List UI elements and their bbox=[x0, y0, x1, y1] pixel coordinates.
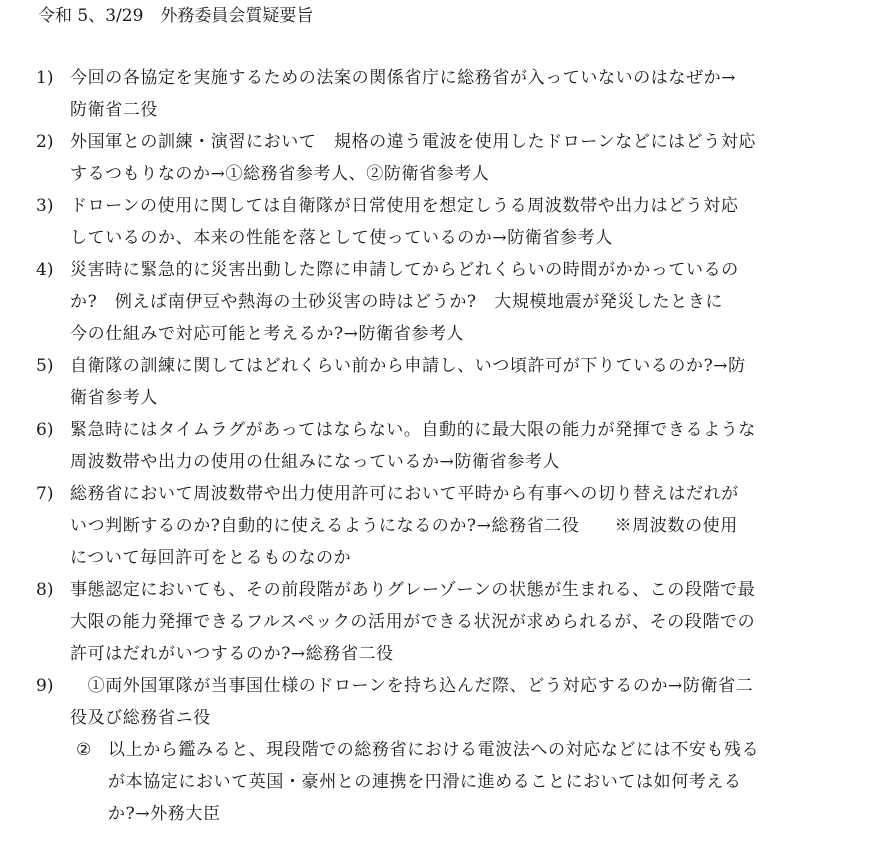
item-text-line: 大限の能力発揮できるフルスペックの活用ができる状況が求められるが、その段階での bbox=[70, 612, 756, 632]
item-number: 8) bbox=[36, 580, 54, 600]
item-text-line: いつ判断するのか?自動的に使えるようになるのか?→総務省二役 ※周波数の使用 bbox=[70, 516, 738, 536]
item-text-line: か? 例えば南伊豆や熱海の土砂災害の時はどうか? 大規模地震が発災したときに bbox=[70, 292, 724, 312]
item-text-line: 災害時に緊急的に災害出動した際に申請してからどれくらいの時間がかかっているの bbox=[70, 260, 739, 280]
sub-item-text-line: 以上から鑑みると、現段階での総務省における電波法への対応などには不安も残る bbox=[108, 740, 760, 760]
item-text-line: ①両外国軍隊が当事国仕様のドローンを持ち込んだ際、どう対応するのか→防衛省二 bbox=[70, 676, 754, 696]
document-title: 令和 5、3/29 外務委員会質疑要旨 bbox=[38, 6, 314, 26]
item-number: 1) bbox=[36, 68, 54, 88]
item-number: 2) bbox=[36, 132, 54, 152]
item-text-line: 衛省参考人 bbox=[70, 388, 158, 408]
item-text-line: 事態認定においても、その前段階がありグレーゾーンの状態が生まれる、この段階で最 bbox=[70, 580, 756, 600]
item-text-line: 今の仕組みで対応可能と考えるか?→防衛省参考人 bbox=[70, 324, 465, 344]
item-text-line: 今回の各協定を実施するための法案の関係省庁に総務省が入っていないのはなぜか→ bbox=[70, 68, 737, 88]
item-number: 7) bbox=[36, 484, 54, 504]
item-text-line: しているのか、本来の性能を落として使っているのか→防衛省参考人 bbox=[70, 228, 613, 248]
item-text-line: するつもりなのか→①総務省参考人、②防衛省参考人 bbox=[70, 164, 490, 184]
item-number: 9) bbox=[36, 676, 54, 696]
item-text-line: 防衛省二役 bbox=[70, 100, 158, 120]
item-text-line: 許可はだれがいつするのか?→総務省二役 bbox=[70, 644, 394, 664]
item-text-line: 総務省において周波数帯や出力使用許可において平時から有事への切り替えはだれが bbox=[70, 484, 739, 504]
item-number: 4) bbox=[36, 260, 54, 280]
item-number: 6) bbox=[36, 420, 54, 440]
item-text-line: 役及び総務省ニ役 bbox=[70, 708, 211, 728]
item-number: 3) bbox=[36, 196, 54, 216]
item-text-line: 周波数帯や出力の使用の仕組みになっているか→防衛省参考人 bbox=[70, 452, 561, 472]
item-text-line: 自衛隊の訓練に関してはどれくらい前から申請し、いつ頃許可が下りているのか?→防 bbox=[70, 356, 746, 376]
item-number: 5) bbox=[36, 356, 54, 376]
item-text-line: 緊急時にはタイムラグがあってはならない。自動的に最大限の能力が発揮できるような bbox=[70, 420, 756, 440]
sub-item-text-line: か?→外務大臣 bbox=[108, 804, 221, 824]
item-text-line: について毎回許可をとるものなのか bbox=[70, 548, 352, 568]
sub-item-marker: ② bbox=[76, 740, 92, 760]
sub-item-text-line: が本協定において英国・豪州との連携を円滑に進めることにおいては如何考える bbox=[108, 772, 742, 792]
item-text-line: 外国軍との訓練・演習において 規格の違う電波を使用したドローンなどにはどう対応 bbox=[70, 132, 757, 152]
item-text-line: ドローンの使用に関しては自衛隊が日常使用を想定しうる周波数帯や出力はどう対応 bbox=[70, 196, 739, 216]
